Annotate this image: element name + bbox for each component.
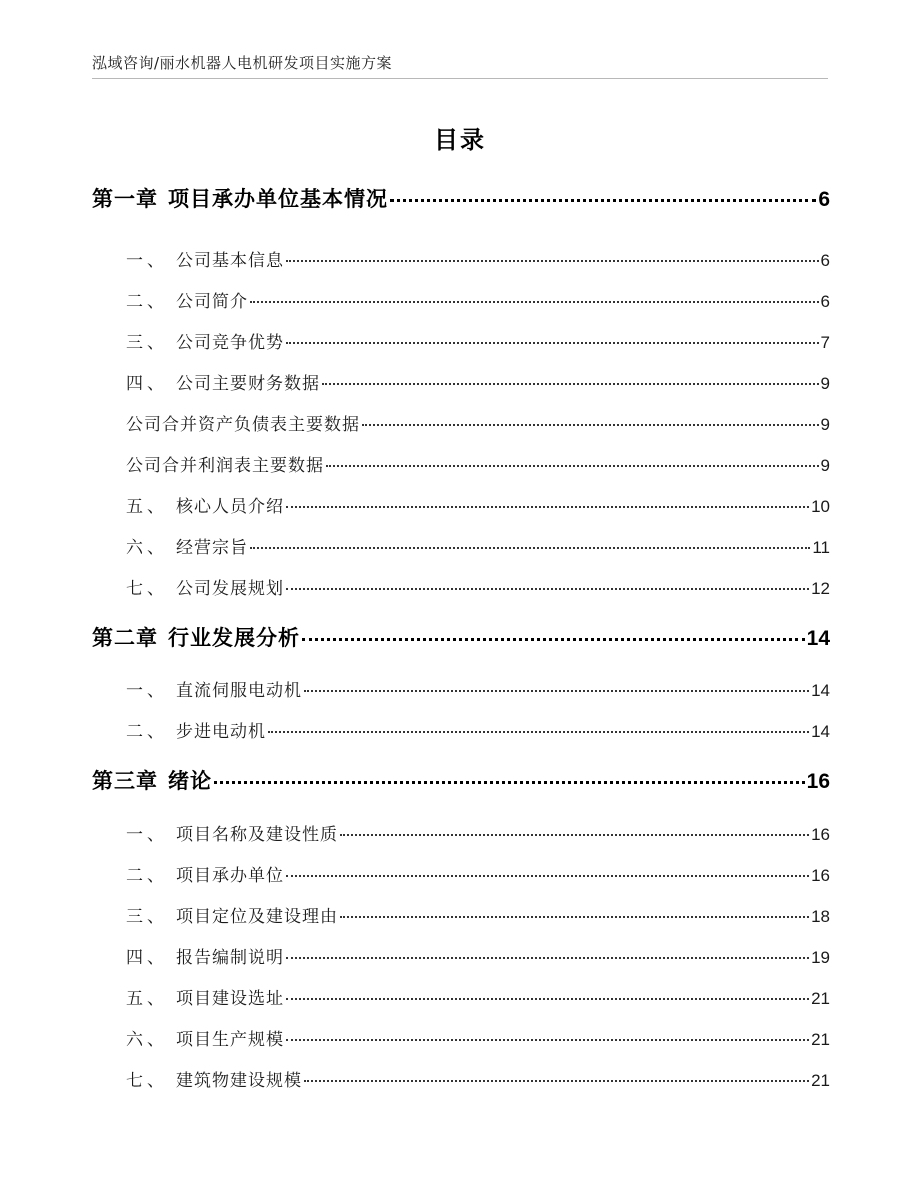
dot-leader	[250, 546, 810, 549]
toc-title: 目录	[434, 126, 486, 154]
toc-entry-label: 直流伺服电动机	[176, 681, 302, 701]
toc-entry-number: 四、	[126, 374, 168, 394]
toc-entry[interactable]	[126, 717, 830, 742]
toc-entry[interactable]	[126, 492, 830, 517]
toc-entry[interactable]	[126, 328, 830, 353]
toc-entry[interactable]	[126, 451, 830, 476]
toc-entry-label: 项目名称及建设性质	[176, 825, 338, 845]
toc-entry[interactable]	[92, 622, 830, 652]
toc-entry-page: 21	[811, 989, 830, 1008]
toc-entry-label: 项目承办单位基本情况	[168, 187, 388, 211]
toc-entry[interactable]	[126, 533, 830, 558]
toc-entry-page: 6	[820, 251, 830, 270]
dot-leader	[302, 637, 805, 641]
toc-entry-number: 二、	[126, 292, 168, 312]
toc-entry[interactable]	[92, 183, 830, 213]
toc-entry[interactable]	[126, 820, 830, 845]
dot-leader	[286, 1038, 809, 1041]
toc-entry[interactable]	[92, 765, 830, 795]
dot-leader	[214, 780, 805, 784]
toc-entry-label: 项目承办单位	[176, 866, 284, 886]
dot-leader	[304, 689, 809, 692]
toc-entry-number: 第二章	[92, 626, 158, 650]
toc-entry-page: 10	[811, 497, 830, 516]
toc-entry[interactable]	[126, 1066, 830, 1091]
toc-entry-page: 11	[812, 538, 830, 557]
toc-entry[interactable]	[126, 246, 830, 271]
dot-leader	[286, 587, 809, 590]
dot-leader	[362, 423, 819, 426]
toc-entry-number: 六、	[126, 1030, 168, 1050]
toc-entry-page: 7	[820, 333, 830, 352]
toc-entry-label: 公司发展规划	[176, 579, 284, 599]
toc-entry-number: 五、	[126, 989, 168, 1009]
toc-entry[interactable]	[126, 1025, 830, 1050]
toc-entry-page: 14	[806, 627, 830, 650]
toc-entry-label: 经营宗旨	[176, 538, 248, 558]
toc-entry-label: 建筑物建设规模	[176, 1071, 302, 1091]
toc-entry-label: 项目建设选址	[176, 989, 284, 1009]
toc-entry-label: 报告编制说明	[176, 948, 284, 968]
dot-leader	[326, 464, 819, 467]
dot-leader	[286, 956, 809, 959]
toc-entry-page: 12	[811, 579, 830, 598]
toc-entry-number: 第三章	[92, 769, 158, 793]
toc-entry-number: 七、	[126, 579, 168, 599]
toc-entry-number: 第一章	[92, 187, 158, 211]
toc-entry-page: 16	[811, 866, 830, 885]
toc-entry-page: 16	[811, 825, 830, 844]
dot-leader	[286, 341, 819, 344]
toc-entry-page: 9	[820, 415, 830, 434]
toc-entry-label: 核心人员介绍	[176, 497, 284, 517]
dot-leader	[286, 874, 809, 877]
dot-leader	[250, 300, 819, 303]
toc-entry[interactable]	[126, 676, 830, 701]
toc-entry-number: 二、	[126, 722, 168, 742]
toc-entry-label: 公司简介	[176, 292, 248, 312]
toc-entry-page: 19	[811, 948, 830, 967]
toc-entry-label: 项目定位及建设理由	[176, 907, 338, 927]
toc-entry-page: 6	[818, 188, 830, 211]
toc-entry-page: 16	[806, 770, 830, 793]
toc-entry-number: 七、	[126, 1071, 168, 1091]
dot-leader	[390, 198, 816, 202]
toc-entry-label: 公司合并利润表主要数据	[126, 456, 324, 476]
toc-entry-number: 三、	[126, 333, 168, 353]
toc-entry-label: 行业发展分析	[168, 626, 300, 650]
toc-entry-page: 9	[820, 374, 830, 393]
toc-entry[interactable]	[126, 574, 830, 599]
page-header: 泓域咨询/丽水机器人电机研发项目实施方案	[92, 52, 828, 79]
dot-leader	[340, 915, 809, 918]
toc-entry-number: 五、	[126, 497, 168, 517]
toc-entry-label: 公司竞争优势	[176, 333, 284, 353]
toc-entry-label: 公司基本信息	[176, 251, 284, 271]
toc-entry-label: 绪论	[168, 769, 212, 793]
dot-leader	[286, 997, 809, 1000]
toc-entry-page: 18	[811, 907, 830, 926]
toc-entry-label: 公司合并资产负债表主要数据	[126, 415, 360, 435]
dot-leader	[268, 730, 809, 733]
toc-entry-number: 三、	[126, 907, 168, 927]
dot-leader	[286, 259, 819, 262]
toc-entry-label: 项目生产规模	[176, 1030, 284, 1050]
toc-entry[interactable]	[126, 984, 830, 1009]
toc-entry-page: 21	[811, 1071, 830, 1090]
toc-entry-page: 14	[811, 681, 830, 700]
dot-leader	[322, 382, 819, 385]
dot-leader	[340, 833, 809, 836]
toc-entry[interactable]	[126, 902, 830, 927]
toc-entry-page: 21	[811, 1030, 830, 1049]
toc-entry[interactable]	[126, 287, 830, 312]
toc-entry-number: 六、	[126, 538, 168, 558]
toc-entry-number: 一、	[126, 681, 168, 701]
toc-entry-label: 公司主要财务数据	[176, 374, 320, 394]
dot-leader	[286, 505, 809, 508]
toc-entry-number: 二、	[126, 866, 168, 886]
toc-entry-label: 步进电动机	[176, 722, 266, 742]
toc-entry[interactable]	[126, 943, 830, 968]
toc-entry-number: 一、	[126, 251, 168, 271]
toc-entry-page: 9	[820, 456, 830, 475]
toc-entry-page: 14	[811, 722, 830, 741]
toc-entry-page: 6	[820, 292, 830, 311]
toc-entry[interactable]	[126, 369, 830, 394]
toc-entry[interactable]	[126, 861, 830, 886]
dot-leader	[304, 1079, 809, 1082]
toc-entry-number: 四、	[126, 948, 168, 968]
toc-entry[interactable]	[126, 410, 830, 435]
toc-entry-number: 一、	[126, 825, 168, 845]
